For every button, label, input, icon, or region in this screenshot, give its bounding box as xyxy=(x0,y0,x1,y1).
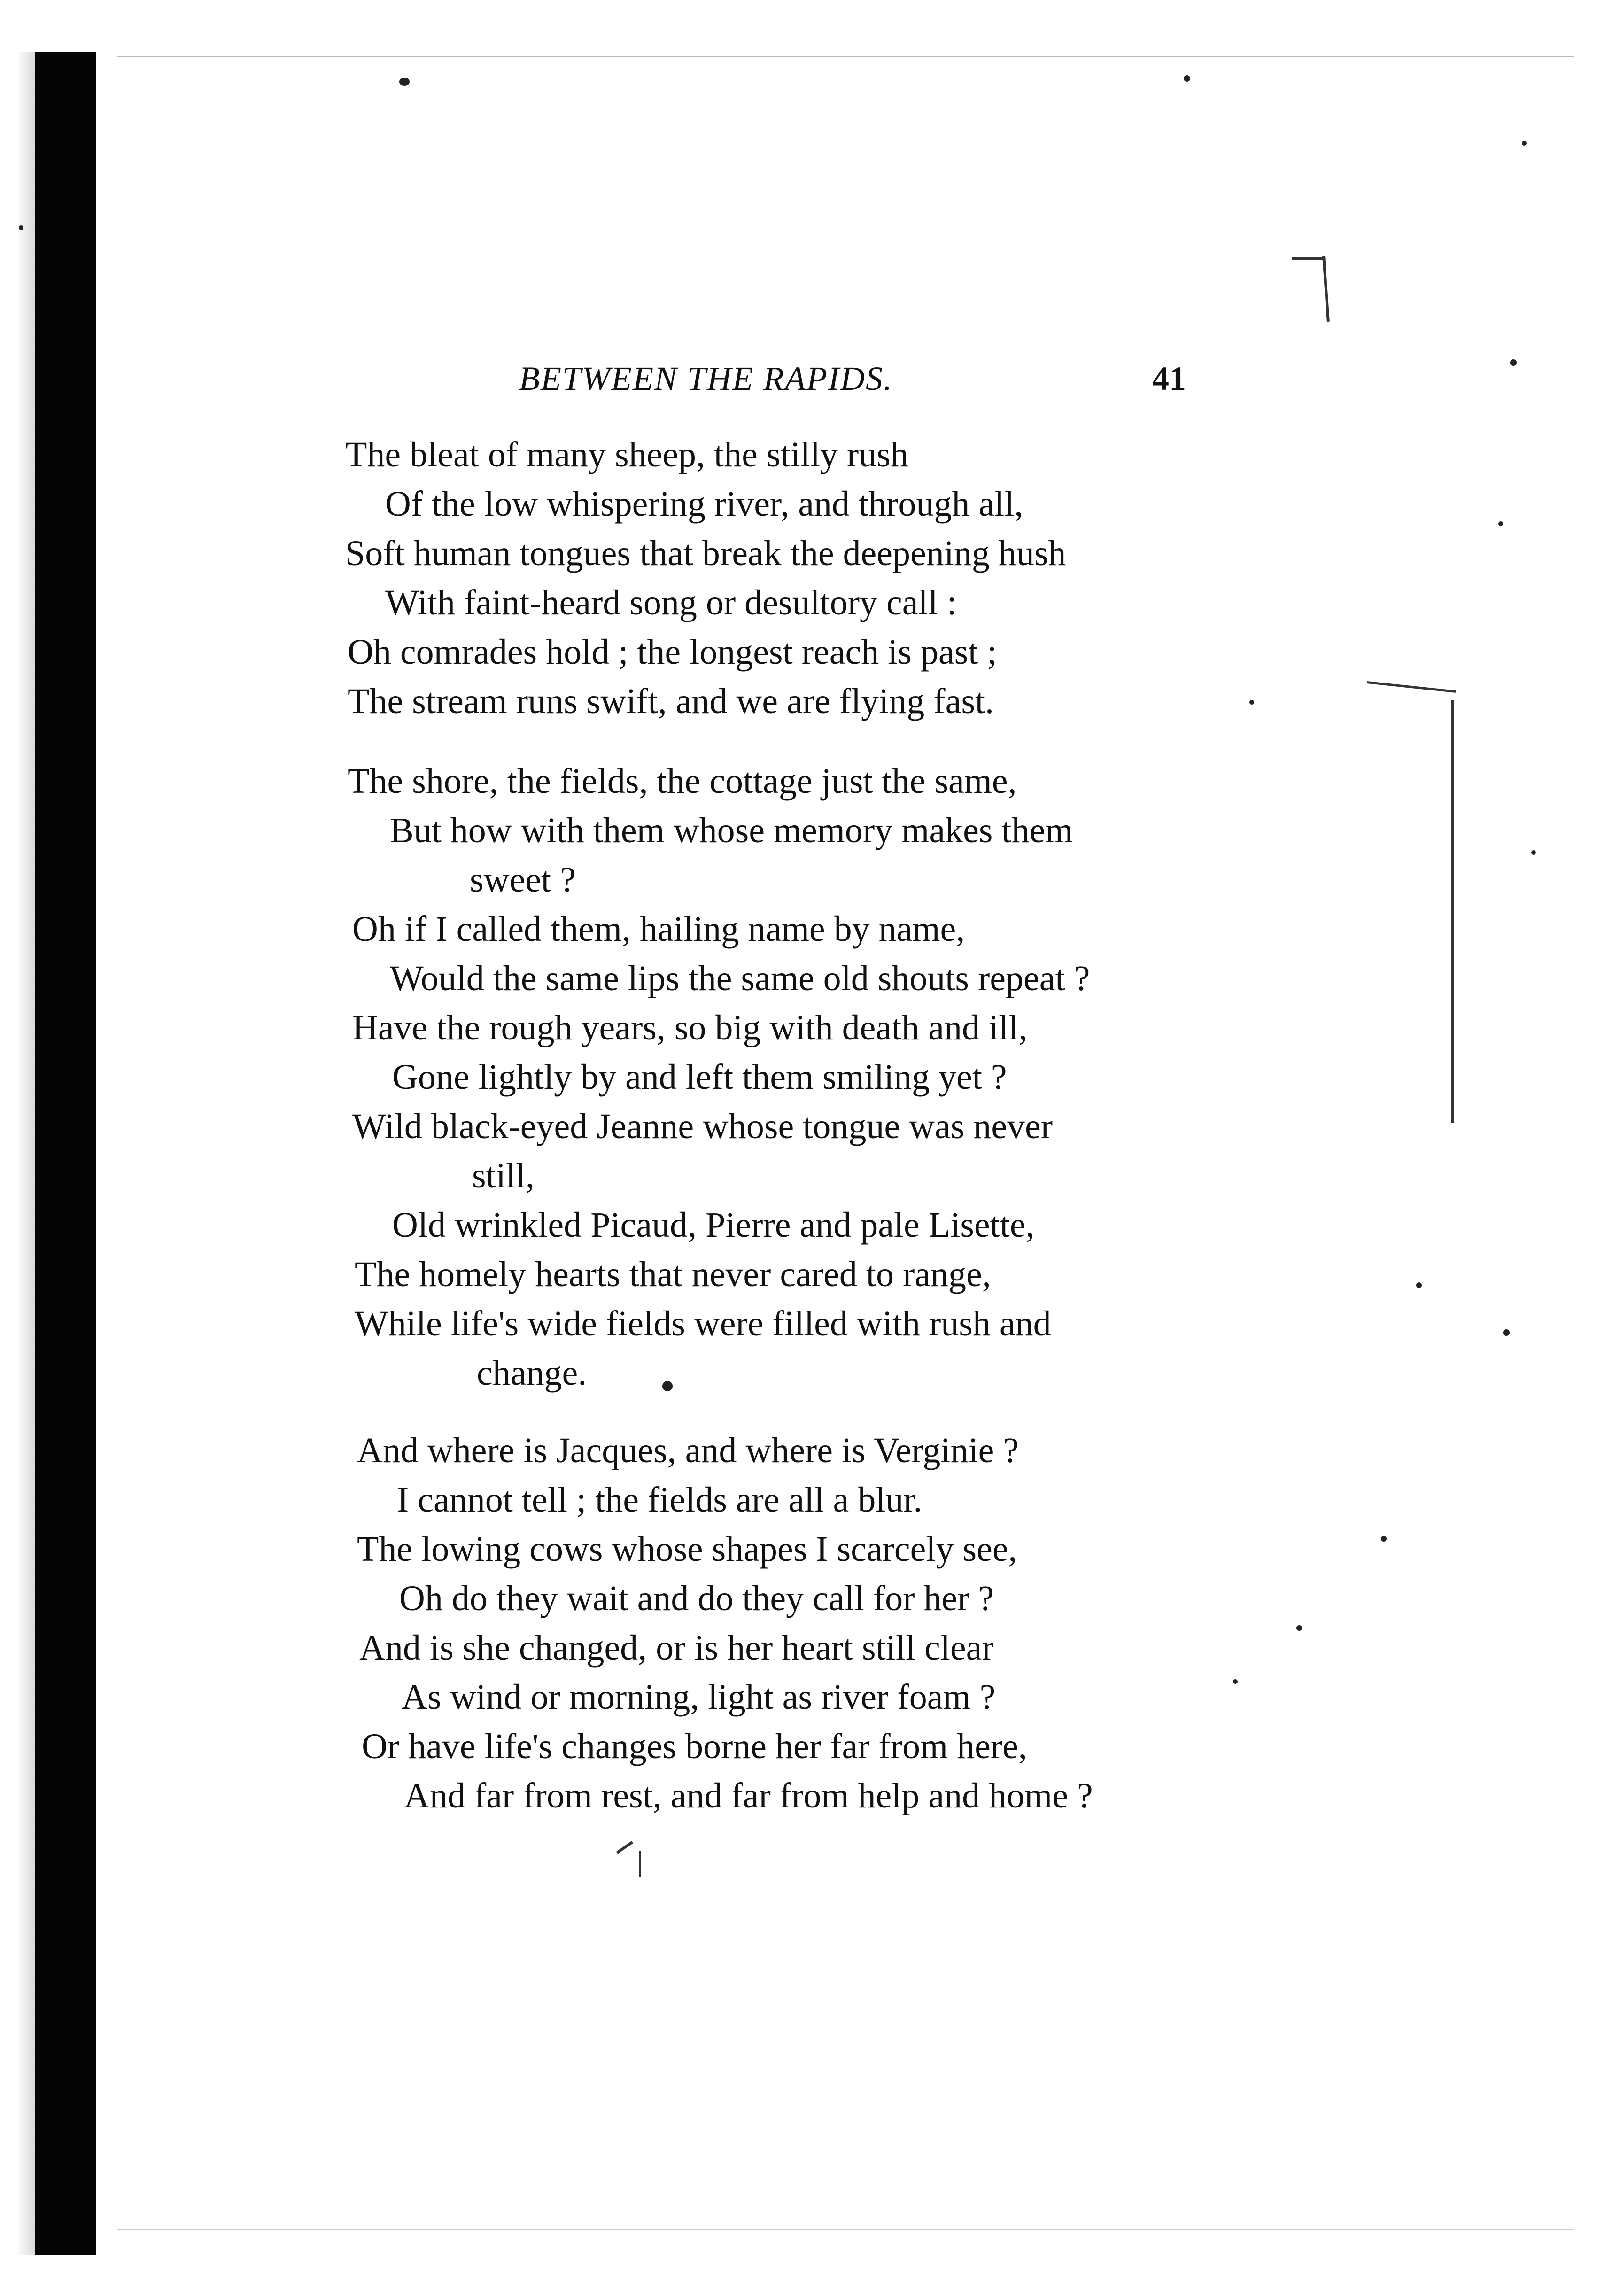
verse-line: Oh if I called them, hailing name by name, xyxy=(352,909,965,949)
verse-line: Oh comrades hold ; the longest reach is past ; xyxy=(348,632,997,672)
verse-line: Old wrinkled Picaud, Pierre and pale Lisette, xyxy=(392,1205,1035,1245)
scan-speck xyxy=(1184,75,1190,82)
verse-line: Oh do they wait and do they call for her ? xyxy=(399,1579,994,1618)
page-number: 41 xyxy=(1152,360,1186,397)
running-title: BETWEEN THE RAPIDS. xyxy=(519,360,893,397)
scan-speck xyxy=(1249,700,1254,705)
scan-speck xyxy=(662,1381,673,1391)
scan-speck xyxy=(1531,850,1536,855)
scan-speck xyxy=(1296,1625,1302,1631)
verse-line: And is she changed, or is her heart still clear xyxy=(359,1628,994,1668)
verse-line: Gone lightly by and left them smiling yet ? xyxy=(392,1057,1007,1097)
scan-mark xyxy=(639,1851,641,1877)
scan-speck xyxy=(1498,521,1503,526)
scan-mark xyxy=(117,56,1574,57)
scan-mark xyxy=(1292,257,1325,260)
verse-line: And far from rest, and far from help and home ? xyxy=(404,1776,1093,1815)
verse-line: The bleat of many sheep, the stilly rush xyxy=(345,435,908,474)
scan-speck xyxy=(1522,141,1527,146)
verse-line: I cannot tell ; the fields are all a blur. xyxy=(397,1480,923,1520)
scan-speck xyxy=(399,78,410,86)
verse-line: Or have life's changes borne her far from here, xyxy=(362,1727,1027,1766)
verse-line: change. xyxy=(477,1353,587,1393)
scan-speck xyxy=(19,225,23,230)
verse-line: As wind or morning, light as river foam ? xyxy=(402,1677,996,1717)
verse-line: Have the rough years, so big with death and ill, xyxy=(352,1008,1028,1047)
verse-line: With faint-heard song or desultory call : xyxy=(385,583,957,622)
verse-line: Wild black-eyed Jeanne whose tongue was never xyxy=(352,1107,1053,1146)
verse-line: And where is Jacques, and where is Verginie ? xyxy=(357,1431,1019,1470)
verse-line: The stream runs swift, and we are flying fast. xyxy=(348,682,994,721)
verse-line: sweet ? xyxy=(470,860,576,900)
scan-mark xyxy=(117,2229,1574,2230)
verse-line: Would the same lips the same old shouts repeat ? xyxy=(390,959,1090,998)
scan-speck xyxy=(1233,1679,1238,1684)
scan-speck xyxy=(1381,1536,1387,1542)
scan-speck xyxy=(1416,1282,1422,1288)
verse-line: Of the low whispering river, and through all, xyxy=(385,484,1023,524)
verse-line: The lowing cows whose shapes I scarcely see, xyxy=(357,1529,1017,1569)
verse-line: The homely hearts that never cared to range, xyxy=(355,1255,991,1294)
verse-line: While life's wide fields were filled with rush and xyxy=(355,1304,1051,1343)
verse-line: Soft human tongues that break the deepening hush xyxy=(345,534,1066,573)
scan-speck xyxy=(1510,359,1517,366)
verse-line: But how with them whose memory makes them xyxy=(390,811,1073,850)
verse-line: The shore, the fields, the cottage just the same, xyxy=(348,761,1017,801)
scan-mark xyxy=(1451,700,1454,1123)
verse-line: still, xyxy=(472,1156,535,1195)
scan-speck xyxy=(1503,1329,1510,1336)
